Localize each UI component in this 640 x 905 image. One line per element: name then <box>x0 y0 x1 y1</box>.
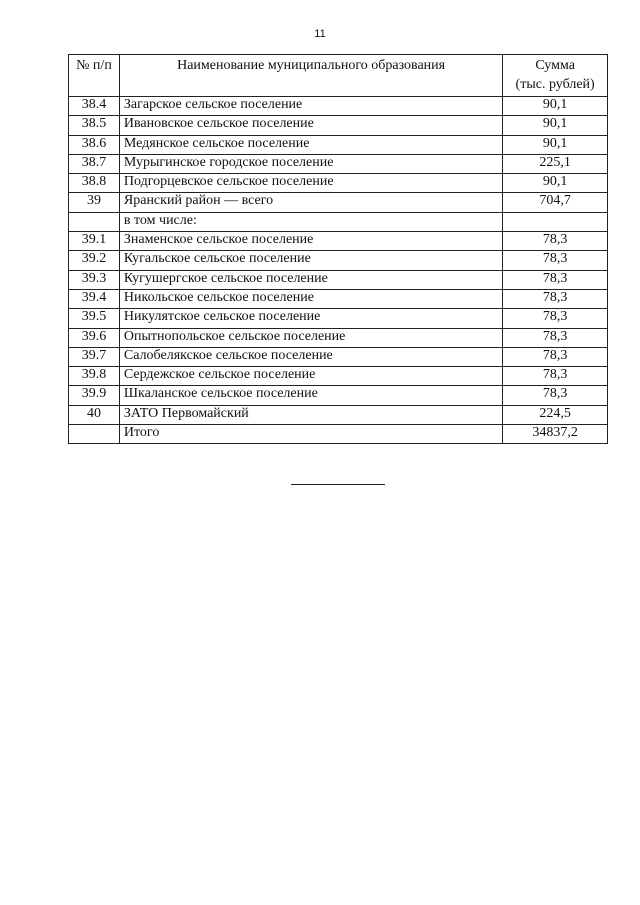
allocation-table <box>68 54 608 444</box>
row-number: 38.4 <box>69 97 120 116</box>
row-number: 39.4 <box>69 289 120 308</box>
page-number: 11 <box>314 28 326 40</box>
row-sum: 225,1 <box>503 154 608 173</box>
table-row <box>69 135 608 154</box>
table-row-total <box>69 425 608 444</box>
row-sum: 78,3 <box>503 309 608 328</box>
row-number: 38.8 <box>69 174 120 193</box>
row-name: Никольское сельское поселение <box>119 289 502 308</box>
row-name: Мурыгинское городское поселение <box>119 154 502 173</box>
row-number: 39.1 <box>69 232 120 251</box>
table-row <box>69 270 608 289</box>
row-name: Ивановское сельское поселение <box>119 116 502 135</box>
table-body <box>69 97 608 444</box>
total-number <box>69 425 120 444</box>
table-row <box>69 367 608 386</box>
row-sum <box>503 212 608 231</box>
row-name: Опытнопольское сельское поселение <box>119 328 502 347</box>
row-name: Шкаланское сельское поселение <box>119 386 502 405</box>
row-sum: 78,3 <box>503 289 608 308</box>
row-sum: 78,3 <box>503 270 608 289</box>
total-sum: 34837,2 <box>503 425 608 444</box>
row-sum: 90,1 <box>503 97 608 116</box>
table-row <box>69 193 608 212</box>
row-name: Яранский район — всего <box>119 193 502 212</box>
row-number: 39.6 <box>69 328 120 347</box>
row-number: 39.9 <box>69 386 120 405</box>
table-row <box>69 386 608 405</box>
row-number: 40 <box>69 405 120 424</box>
row-sum: 704,7 <box>503 193 608 212</box>
row-sum: 78,3 <box>503 328 608 347</box>
row-number: 39.8 <box>69 367 120 386</box>
table-row <box>69 116 608 135</box>
row-sum: 78,3 <box>503 367 608 386</box>
row-sum: 90,1 <box>503 135 608 154</box>
row-name: в том числе: <box>119 212 502 231</box>
table-row <box>69 97 608 116</box>
table-row <box>69 405 608 424</box>
row-sum: 78,3 <box>503 386 608 405</box>
table-row <box>69 212 608 231</box>
header-number: № п/п <box>69 55 120 97</box>
table-row <box>69 289 608 308</box>
row-name: Кугальское сельское поселение <box>119 251 502 270</box>
row-number: 39.3 <box>69 270 120 289</box>
row-number: 38.5 <box>69 116 120 135</box>
row-name: Знаменское сельское поселение <box>119 232 502 251</box>
row-sum: 90,1 <box>503 174 608 193</box>
table-row <box>69 347 608 366</box>
row-number: 38.7 <box>69 154 120 173</box>
row-name: Загарское сельское поселение <box>119 97 502 116</box>
table-header-row <box>69 55 608 97</box>
row-name: Салобелякское сельское поселение <box>119 347 502 366</box>
total-name: Итого <box>119 425 502 444</box>
row-number: 38.6 <box>69 135 120 154</box>
table-row <box>69 174 608 193</box>
row-name: Никулятское сельское поселение <box>119 309 502 328</box>
footer-divider <box>291 484 385 485</box>
row-number: 39.2 <box>69 251 120 270</box>
header-sum-line1: Сумма <box>535 58 575 73</box>
row-sum: 78,3 <box>503 251 608 270</box>
row-sum: 224,5 <box>503 405 608 424</box>
table-row <box>69 309 608 328</box>
row-name: Кугушергское сельское поселение <box>119 270 502 289</box>
row-sum: 78,3 <box>503 347 608 366</box>
header-sum-line2: (тыс. рублей) <box>515 77 595 92</box>
row-number <box>69 212 120 231</box>
row-number: 39.5 <box>69 309 120 328</box>
row-number: 39 <box>69 193 120 212</box>
row-name: Подгорцевское сельское поселение <box>119 174 502 193</box>
row-name: Медянское сельское поселение <box>119 135 502 154</box>
header-sum <box>503 55 608 97</box>
row-name: ЗАТО Первомайский <box>119 405 502 424</box>
table-row <box>69 251 608 270</box>
row-number: 39.7 <box>69 347 120 366</box>
table-row <box>69 154 608 173</box>
row-sum: 90,1 <box>503 116 608 135</box>
table-row <box>69 232 608 251</box>
row-name: Сердежское сельское поселение <box>119 367 502 386</box>
row-sum: 78,3 <box>503 232 608 251</box>
header-name: Наименование муниципального образования <box>119 55 502 97</box>
table-row <box>69 328 608 347</box>
